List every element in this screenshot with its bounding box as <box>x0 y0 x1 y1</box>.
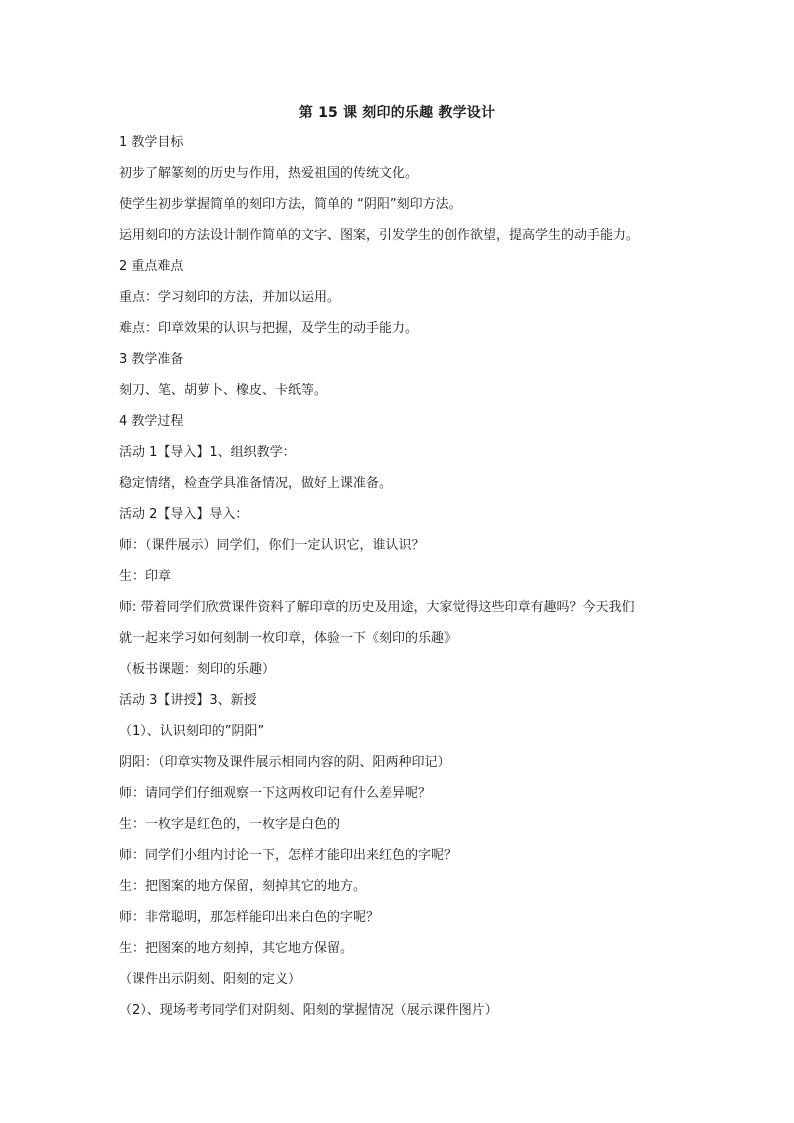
paragraph: 使学生初步掌握简单的刻印方法，简单的 “阴阳”刻印方法。 <box>119 197 462 212</box>
paragraph: 重点：学习刻印的方法，并加以运用。 <box>119 290 341 305</box>
dialogue-line: 生：一枚字是红色的，一枚字是白色的 <box>119 817 341 832</box>
dialogue-line: 生：印章 <box>119 569 172 584</box>
document-body <box>119 133 699 1032</box>
paragraph: 难点：印章效果的认识与把握，及学生的动手能力。 <box>119 321 419 336</box>
dialogue-line: 师：非常聪明，那怎样能印出来白色的字呢？ <box>119 910 380 925</box>
activity-line: 活动 1【导入】1、组织教学： <box>119 445 296 460</box>
dialogue-line: 生：把图案的地方保留，刻掉其它的地方。 <box>119 879 367 894</box>
activity-line: 活动 3【讲授】3、新授 <box>119 693 257 708</box>
heading-teaching-goals: 1 教学目标 <box>119 135 184 150</box>
paragraph: 初步了解篆刻的历史与作用，热爱祖国的传统文化。 <box>119 166 419 181</box>
paragraph: 刻刀、笔、胡萝卜、橡皮、卡纸等。 <box>119 383 328 398</box>
paragraph: 运用刻印的方法设计制作简单的文字、图案，引发学生的创作欲望，提高学生的动手能力。 <box>119 228 640 243</box>
dialogue-line: 就一起来学习如何刻制一枚印章，体验一下《刻印的乐趣》 <box>119 631 458 646</box>
dialogue-line: 生：把图案的地方刻掉，其它地方保留。 <box>119 941 354 956</box>
note-line: （板书课题：刻印的乐趣） <box>119 662 276 677</box>
heading-teaching-preparation: 3 教学准备 <box>119 352 184 367</box>
dialogue-line: 师：同学们小组内讨论一下，怎样才能印出来红色的字呢？ <box>119 848 458 863</box>
subsection-line: （1）、认识刻印的”阴阳” <box>119 724 265 739</box>
document-title: 第 15 课 刻印的乐趣 教学设计 <box>298 105 496 121</box>
heading-teaching-process: 4 教学过程 <box>119 414 184 429</box>
activity-line: 活动 2【导入】导入： <box>119 507 249 522</box>
note-line: （课件出示阴刻、阳刻的定义） <box>119 972 302 987</box>
dialogue-line: 师：请同学们仔细观察一下这两枚印记有什么差异呢？ <box>119 786 432 801</box>
subsection-line: （2）、现场考考同学们对阴刻、阳刻的掌握情况（展示课件图片） <box>119 1003 498 1018</box>
dialogue-line: 师: 带着同学们欣赏课件资料了解印章的历史及用途，大家觉得这些印章有趣吗？今天我们 <box>119 600 635 615</box>
paragraph: 稳定情绪，检查学具准备情况，做好上课准备。 <box>119 476 393 491</box>
dialogue-line: 阴阳：（印章实物及课件展示相同内容的阴、阳两种印记） <box>119 755 451 770</box>
dialogue-line: 师：（课件展示）同学们，你们一定认识它，谁认识？ <box>119 538 425 553</box>
heading-key-difficult-points: 2 重点难点 <box>119 259 184 274</box>
